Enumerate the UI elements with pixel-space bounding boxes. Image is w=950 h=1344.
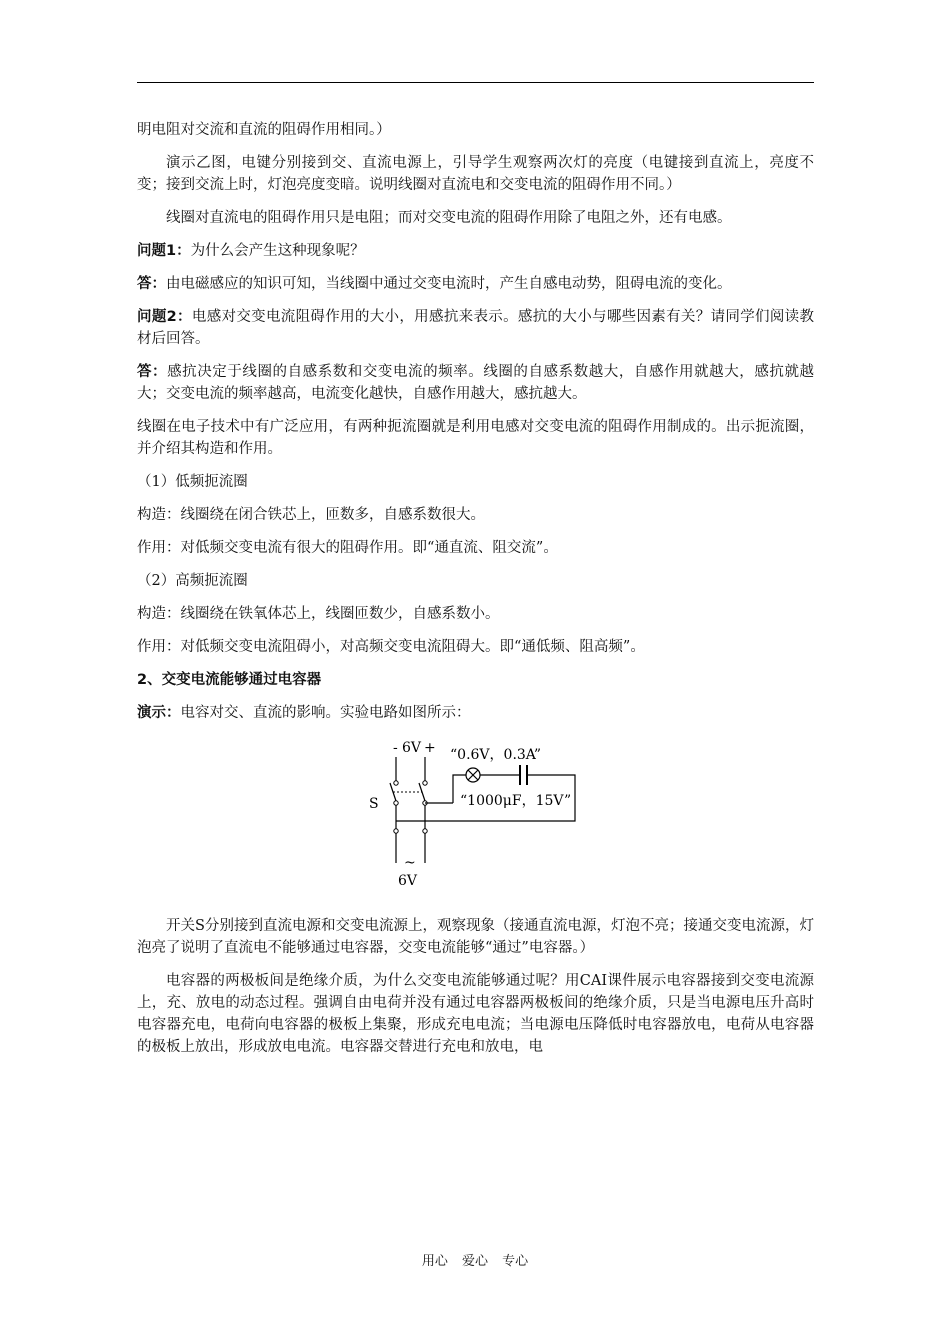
paragraph-text: 线圈对直流电的阻碍作用只是电阻；而对交变电流的阻碍作用除了电阻之外，还有电感。 [166,210,732,226]
paragraph-text: 构造：线圈绕在闭合铁芯上，匝数多，自感系数很大。 [137,507,485,523]
paragraph [137,273,814,295]
paragraph [137,636,814,658]
paragraph [137,207,814,229]
text-after-figure [137,915,814,1058]
circuit-figure [137,735,814,903]
dc-plus-contact [423,781,427,785]
paragraph-text: 电感对交变电流阻碍作用的大小，用感抗来表示。感抗的大小与哪些因素有关？请同学们阅读教材后回答。 [137,309,814,347]
paragraph [137,361,814,405]
dc-plus-label: + [424,740,436,756]
paragraph-text: 感抗决定于线圈的自感系数和交变电流的频率。线圈的自感系数越大，自感作用就越大，感抗就越大；交变电流的频率越高，电流变化越快，自感作用越大，感抗越大。 [137,364,815,402]
paragraph-text: （2）高频扼流圈 [137,573,248,589]
page-body [137,119,814,1069]
paragraph [137,119,814,141]
ac-voltage-label: 6V [398,873,418,889]
ac-contact-right [423,829,427,833]
dc-minus-label: - [393,740,398,756]
ac-symbol: ~ [404,855,416,871]
ac-contact-left [394,829,398,833]
paragraph [137,702,814,724]
paragraph-label: 问题2： [137,309,192,325]
paragraph [137,306,814,350]
paragraph-text: 作用：对低频交变电流阻碍小，对高频交变电流阻碍大。即“通低频、阻高频”。 [137,639,645,655]
paragraph-text: （1）低频扼流圈 [137,474,248,490]
paragraph-text: 构造：线圈绕在铁氧体芯上，线圈匝数少，自感系数小。 [137,606,500,622]
paragraph [137,152,814,196]
paragraph [137,416,814,460]
section-heading [137,669,814,691]
switch-label: S [369,796,379,812]
text-before-figure [137,119,814,724]
paragraph [137,240,814,262]
paragraph [137,504,814,526]
paragraph-label: 演示： [137,705,181,721]
paragraph-text: 开关S分别接到直流电源和交变电流源上，观察现象（接通直流电源，灯泡不亮；接通交变电流源，灯泡亮了说明了直流电不能够通过电容器，交变电流能够“通过”电容器。） [137,918,814,956]
paragraph-text: 演示乙图，电键分别接到交、直流电源上，引导学生观察两次灯的亮度（电键接到直流上，亮度不变；接到交流上时，灯泡亮度变暗。说明线圈对直流电和交变电流的阻碍作用不同。） [137,155,814,193]
paragraph-text: 为什么会产生这种现象呢？ [190,243,365,259]
paragraph-label: 答： [137,364,168,380]
paragraph-text: 线圈在电子技术中有广泛应用，有两种扼流圈就是利用电感对交变电流的阻碍作用制成的。出示扼流圈，并介绍其构造和作用。 [137,419,814,457]
paragraph [137,570,814,592]
paragraph-label: 答： [137,276,166,292]
paragraph-text: 2、交变电流能够通过电容器 [137,672,322,688]
lamp-rating-label: “0.6V，0.3A” [450,747,542,763]
paragraph-text: 电容对交、直流的影响。实验电路如图所示： [180,705,471,721]
paragraph [137,603,814,625]
paragraph-text: 作用：对低频交变电流有很大的阻碍作用。即“通直流、阻交流”。 [137,540,558,556]
page-footer: 用心 爱心 专心 [421,1254,529,1269]
paragraph-text: 电容器的两极板间是绝缘介质，为什么交变电流能够通过呢？用CAI课件展示电容器接到交变电流源上，充、放电的动态过程。强调自由电荷并没有通过电容器两极板间的绝缘介质，只是当电源电压升高时电容器充电，电荷向电容器的极板上集聚，形成充电电流；当电源电压降低时电容器放电，电荷从电容器的极板上放出，形成放电电流。电容器交替进行充电和放电，电 [137,973,814,1055]
paragraph-label: 问题1： [137,243,191,259]
dc-voltage-label: 6V [402,740,422,756]
capacitor-rating-label: “1000μF，15V” [460,793,572,809]
paragraph [137,471,814,493]
header-rule [137,82,814,83]
switch-pivot-left [394,801,398,805]
paragraph [137,915,814,959]
circuit-diagram [363,735,603,903]
dc-minus-contact [394,781,398,785]
paragraph [137,970,814,1058]
paragraph [137,537,814,559]
paragraph-text: 由电磁感应的知识可知，当线圈中通过交变电流时，产生自感电动势，阻碍电流的变化。 [166,276,732,292]
paragraph-text: 明电阻对交流和直流的阻碍作用相同。） [137,122,391,138]
